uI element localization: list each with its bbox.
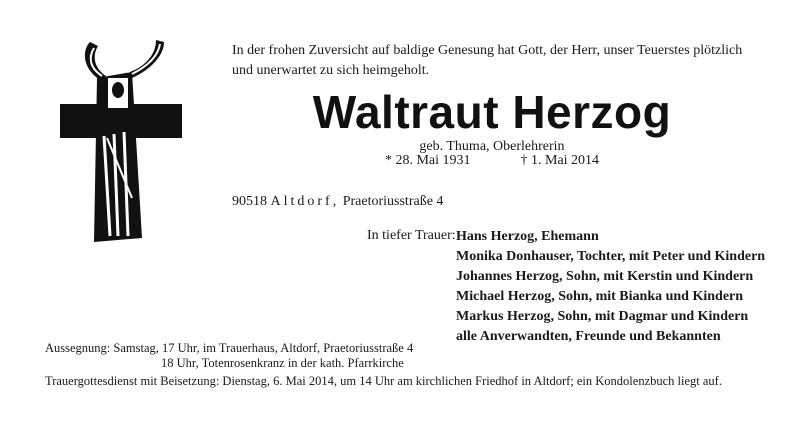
list-item: Michael Herzog, Sohn, mit Bianka und Kindern [456,289,744,304]
rosary-info: 18 Uhr, Totenrosenkranz in der kath. Pfarrkirche [161,355,404,370]
blessing-info: Aussegnung: Samstag, 17 Uhr, im Trauerhaus, Altdorf, Praetoriusstraße 4 [45,341,414,355]
intro-text [232,41,792,81]
street: Praetoriusstraße 4 [342,194,444,209]
cross-figure-icon [52,38,192,248]
mourners-list [456,227,765,347]
death-date: † 1. Mai 2014 [520,153,600,168]
born-as: geb. Thuma, Oberlehrerin [419,139,565,154]
list-item: Hans Herzog, Ehemann [456,229,599,244]
list-item: alle Anverwandten, Freunde und Bekannten [456,329,721,344]
life-dates [232,153,752,169]
list-item: Monika Donhauser, Tochter, mit Peter und Kindern [456,249,766,264]
funeral-info: Trauergottesdienst mit Beisetzung: Dienstag, 6. Mai 2014, um 14 Uhr am kirchlichen Friedhof in Altdorf; ein Kondolenzbuch liegt auf. [45,374,722,388]
deceased-name: Waltraut Herzog [312,86,672,138]
intro-line-1: In der frohen Zuversicht auf baldige Genesung hat Gott, der Herr, unser Teuerstes plötzlich [232,43,743,58]
birth-date: * 28. Mai 1931 [384,153,471,168]
postal-code: 90518 [232,194,267,209]
mourning-label: In tiefer Trauer: [367,228,456,243]
address [232,194,443,210]
intro-line-2: und unerwartet zu sich heimgeholt. [232,63,430,78]
list-item: Johannes Herzog, Sohn, mit Kerstin und Kindern [456,269,754,284]
list-item: Markus Herzog, Sohn, mit Dagmar und Kindern [456,309,749,324]
service-details [45,341,795,389]
town: Altdorf, [270,194,340,209]
